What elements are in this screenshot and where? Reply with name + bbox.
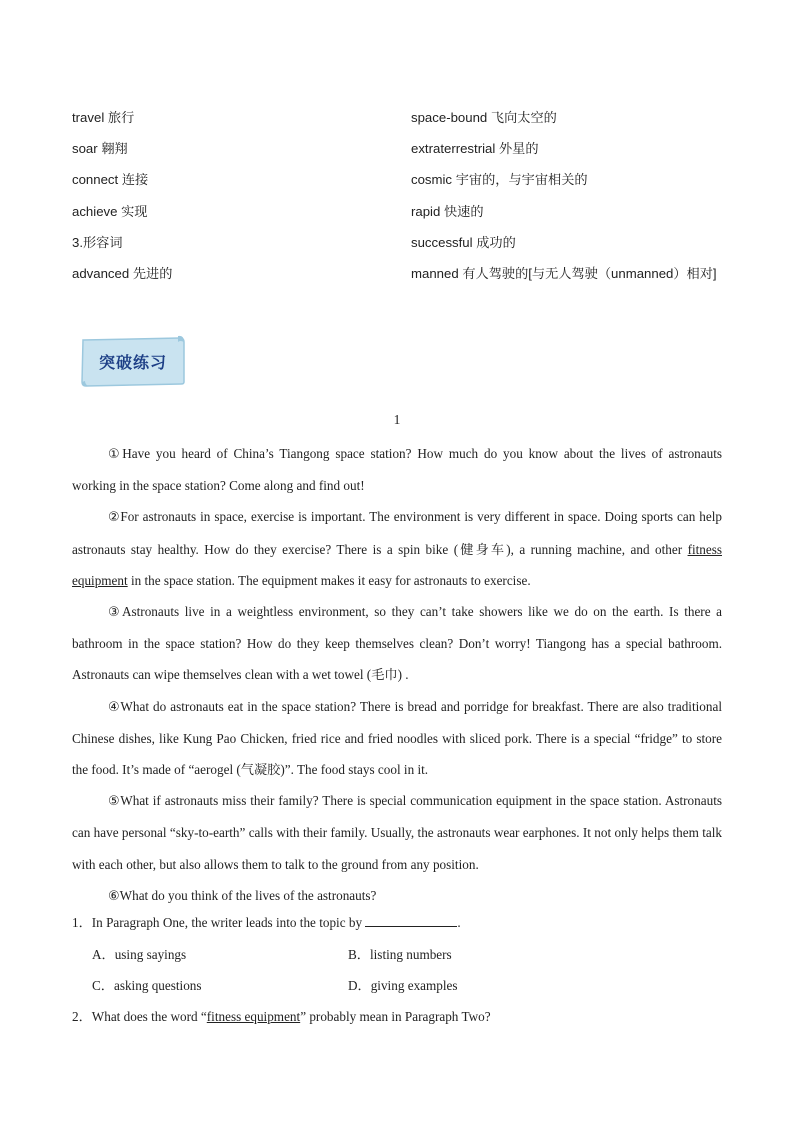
question-1-options	[92, 938, 732, 1000]
paragraph-text: What if astronauts miss their family? There is special communication equipment in the space station. Astronauts can have personal “sky-to-earth” calls with their family. Usually, the astronauts wear earphones. It not only helps them talk with each other, but also allows them to talk to the ground from any position.	[72, 793, 722, 872]
underlined-phrase: fitness equipment	[72, 541, 722, 588]
vocab-row	[72, 257, 732, 288]
paragraph-text: What do you think of the lives of the astronauts?	[119, 887, 377, 903]
question-end: .	[457, 915, 461, 930]
question-text: 1．In Paragraph One, the writer leads into the topic by	[72, 915, 363, 930]
vocab-item: cosmic 宇宙的，与宇宙相关的	[411, 172, 588, 188]
vocab-item: soar 翱翔	[72, 141, 128, 157]
passage-number: 1	[393, 412, 401, 427]
paragraph-text: What do astronauts eat in the space station? There is bread and porridge for breakfast. There are also traditional Chinese dishes, like Kung Pao Chicken, fried rice and fried noodles with sliced pork. There is a special “fridge” to store the food. It’s made of “aerogel (气凝胶)”. The food stays cool in it.	[72, 698, 722, 778]
reading-passage	[72, 438, 722, 912]
vocab-item: extraterrestrial 外星的	[411, 141, 539, 157]
question-1	[72, 912, 732, 931]
paragraph	[72, 596, 722, 691]
option-b[interactable]: B．listing numbers	[348, 947, 452, 963]
paragraph	[72, 880, 722, 912]
underlined-phrase: fitness equipment	[206, 1009, 301, 1024]
vocab-item: travel 旅行	[72, 110, 135, 126]
question-2	[72, 1006, 732, 1025]
vocab-item: achieve 实现	[72, 203, 148, 219]
paragraph-number: ⑤	[108, 794, 121, 810]
vocab-item: 3.形容词	[72, 234, 123, 250]
option-row	[92, 938, 732, 969]
paragraph-number: ④	[108, 699, 121, 715]
section-badge-label: 突破练习	[98, 352, 167, 372]
option-a[interactable]: A．using sayings	[92, 947, 187, 963]
option-d[interactable]: D．giving examples	[348, 978, 458, 994]
paragraph-text: Astronauts live in a weightless environment, so they can’t take showers like we do on the earth. Is there a bathroom in the space station? How do they keep themselves clean? Don’t worry! Tiangong has a special bathroom. Astronauts can wipe themselves clean with a wet towel (毛巾) .	[72, 604, 723, 683]
paragraph-number: ①	[108, 447, 123, 462]
vocab-row	[72, 101, 732, 132]
vocab-item: advanced 先进的	[72, 266, 173, 282]
option-row	[92, 969, 732, 1000]
section-badge	[80, 334, 186, 388]
question-text: ” probably mean in Paragraph Two?	[300, 1009, 491, 1024]
option-c[interactable]: C．asking questions	[92, 978, 202, 994]
paragraph-number: ②	[108, 510, 121, 526]
answer-blank[interactable]	[365, 914, 457, 927]
paragraph	[72, 501, 722, 596]
question-text: 2．What does the word “	[72, 1009, 207, 1024]
vocab-item: rapid 快速的	[411, 203, 484, 219]
vocab-row	[72, 163, 732, 194]
vocab-item: successful 成功的	[411, 234, 516, 250]
vocab-item: connect 连接	[72, 172, 149, 188]
vocab-item: space-bound 飞向太空的	[411, 110, 557, 126]
vocab-row	[72, 132, 732, 163]
paragraph-number: ⑥	[108, 888, 120, 904]
vocab-row	[72, 226, 732, 257]
paragraph-number: ③	[108, 605, 122, 621]
paragraph-text: Have you heard of China’s Tiangong space station? How much do you know about the lives of astronauts working in the space station? Come along and find out!	[72, 446, 722, 494]
vocab-item: manned 有人驾驶的[与无人驾驶（unmanned）相对]	[411, 266, 717, 282]
paragraph	[72, 785, 722, 880]
paragraph-text: For astronauts in space, exercise is important. The environment is very different in space. Doing sports can help astronauts stay healthy. How do they exercise? There is a spin bike (健身车), a running machine, and other	[72, 509, 722, 557]
paragraph	[72, 691, 722, 786]
vocabulary-list	[72, 101, 732, 288]
paragraph	[72, 438, 722, 501]
vocab-row	[72, 195, 732, 226]
paragraph-text: in the space station. The equipment makes it easy for astronauts to exercise.	[127, 572, 531, 588]
